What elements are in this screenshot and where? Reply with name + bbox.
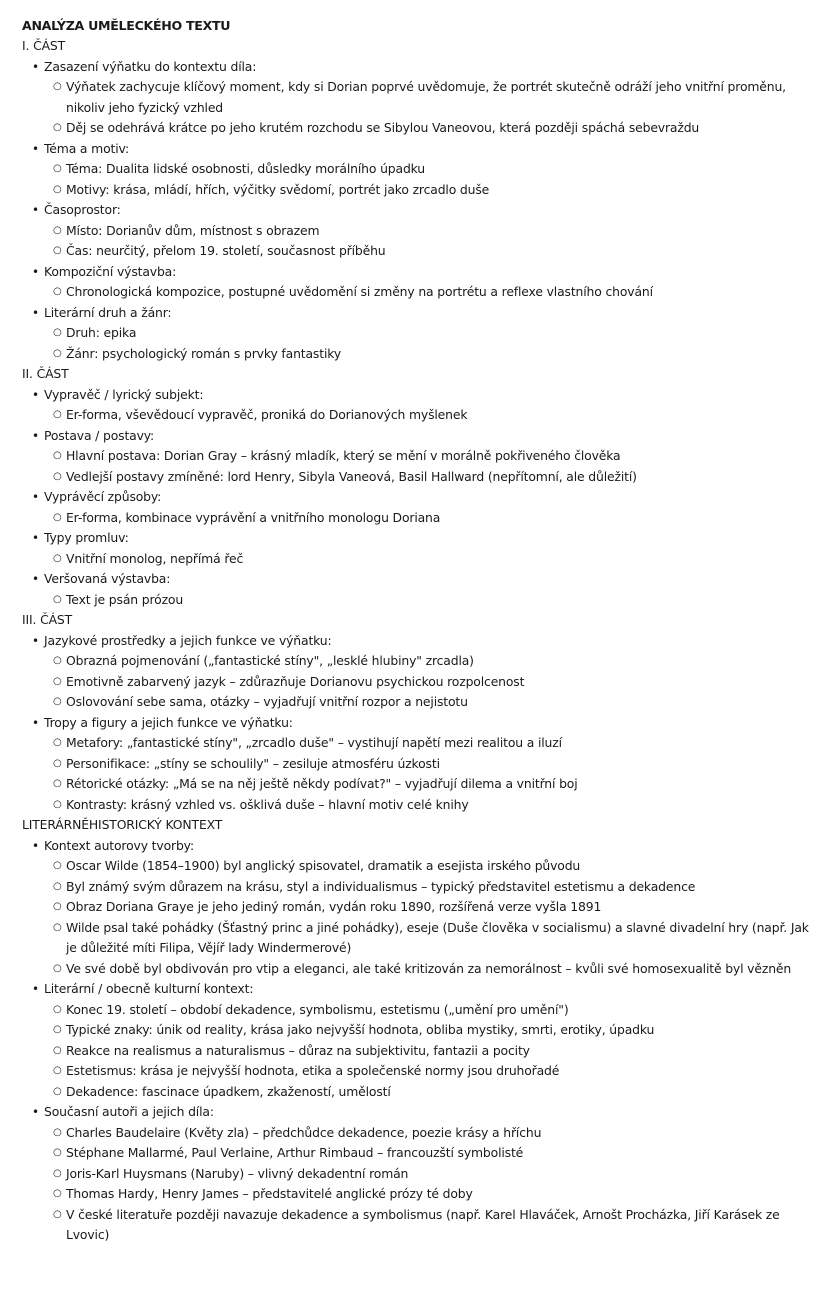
section bbox=[22, 815, 814, 1246]
sub-list bbox=[44, 1000, 814, 1103]
bullet-circle-icon: ○ bbox=[53, 901, 62, 912]
bullet-disc-icon: • bbox=[32, 428, 39, 443]
bullet-circle-icon: ○ bbox=[53, 593, 62, 605]
bullet-circle-icon: ○ bbox=[53, 655, 62, 666]
list-item-label: Literární / obecně kulturní kontext: bbox=[44, 981, 254, 996]
bullet-circle-icon: ○ bbox=[53, 778, 62, 789]
bullet-circle-icon: ○ bbox=[53, 1044, 62, 1056]
sub-list-item bbox=[53, 754, 814, 775]
bullet-circle-icon: ○ bbox=[53, 675, 62, 687]
sub-list-item bbox=[53, 672, 814, 693]
sub-list bbox=[44, 405, 814, 426]
sub-list-item-text: Konec 19. století – období dekadence, symbolismu, estetismu („umění pro umění") bbox=[66, 1001, 569, 1017]
bullet-disc-icon: • bbox=[32, 838, 39, 853]
bullet-circle-icon: ○ bbox=[53, 122, 62, 133]
document-title: ANALÝZA UMĚLECKÉHO TEXTU bbox=[22, 18, 231, 33]
bullet-circle-icon: ○ bbox=[53, 1024, 62, 1035]
bullet-circle-icon: ○ bbox=[53, 347, 62, 359]
sub-list-item-text: Er-forma, kombinace vyprávění a vnitřního monologu Doriana bbox=[66, 509, 441, 525]
bullet-circle-icon: ○ bbox=[53, 1167, 62, 1179]
list-item-label: Téma a motiv: bbox=[44, 140, 130, 156]
bullet-circle-icon: ○ bbox=[53, 798, 62, 810]
bullet-circle-icon: ○ bbox=[53, 286, 62, 297]
sub-list-item-text: Er-forma, vševědoucí vypravěč, proniká do Dorianových myšlenek bbox=[66, 407, 468, 422]
sub-list-item-text: Obrazná pojmenování („fantastické stíny", „lesklé hlubiny" zrcadla) bbox=[66, 653, 474, 668]
list-item bbox=[32, 631, 814, 713]
sub-list-item-text: V české literatuře později navazuje dekadence a symbolismus (např. Karel Hlaváček, Arnošt Procházka, Jiří Karásek ze Lvovic) bbox=[66, 1206, 780, 1242]
list-item bbox=[32, 262, 814, 303]
sub-list bbox=[44, 856, 814, 979]
bullet-circle-icon: ○ bbox=[53, 962, 62, 974]
section bbox=[22, 610, 814, 815]
bullet-circle-icon: ○ bbox=[53, 1208, 62, 1220]
sub-list bbox=[44, 733, 814, 815]
sub-list-item bbox=[53, 282, 814, 303]
bullet-circle-icon: ○ bbox=[53, 737, 62, 748]
bullet-circle-icon: ○ bbox=[53, 327, 62, 338]
sub-list-item bbox=[53, 1000, 814, 1021]
sub-list-item bbox=[53, 590, 814, 611]
sub-list-item bbox=[53, 221, 814, 242]
list-item bbox=[32, 569, 814, 610]
sections-container bbox=[22, 36, 814, 1246]
list-item-label: Zasazení výňatku do kontextu díla: bbox=[44, 58, 257, 74]
bullet-list bbox=[22, 57, 814, 365]
bullet-circle-icon: ○ bbox=[53, 1065, 62, 1076]
section-heading: II. ČÁST bbox=[22, 366, 69, 381]
sub-list-item-text: Emotivně zabarvený jazyk – zdůrazňuje Dorianovu psychickou rozpolcenost bbox=[66, 673, 525, 689]
bullet-circle-icon: ○ bbox=[53, 245, 62, 256]
sub-list-item-text: Dekadence: fascinace úpadkem, zkažeností, umělostí bbox=[66, 1083, 391, 1099]
bullet-circle-icon: ○ bbox=[53, 163, 62, 174]
sub-list-item bbox=[53, 774, 814, 795]
list-item-label: Postava / postavy: bbox=[44, 427, 155, 443]
bullet-disc-icon: • bbox=[32, 141, 39, 156]
sub-list-item-text: Rétorické otázky: „Má se na něj ještě někdy podívat?" – vyjadřují dilema a vnitřní boj bbox=[66, 776, 578, 791]
sub-list-item-text: Thomas Hardy, Henry James – představitelé anglické prózy té doby bbox=[66, 1186, 473, 1201]
list-item-label: Typy promluv: bbox=[44, 530, 129, 545]
sub-list-item-text: Text je psán prózou bbox=[66, 591, 184, 607]
sub-list-item bbox=[53, 897, 814, 918]
bullet-circle-icon: ○ bbox=[53, 757, 62, 769]
sub-list-item bbox=[53, 651, 814, 672]
sub-list-item-text: Joris-Karl Huysmans (Naruby) – vlivný dekadentní román bbox=[66, 1165, 409, 1181]
list-item bbox=[32, 713, 814, 816]
sub-list-item bbox=[53, 323, 814, 344]
sub-list-item-text: Personifikace: „stíny se schoulily" – zesiluje atmosféru úzkosti bbox=[66, 755, 440, 771]
list-item bbox=[32, 426, 814, 488]
bullet-circle-icon: ○ bbox=[53, 409, 62, 420]
sub-list-item bbox=[53, 1020, 814, 1041]
bullet-disc-icon: • bbox=[32, 531, 39, 545]
sub-list-item bbox=[53, 1082, 814, 1103]
sub-list bbox=[44, 282, 814, 303]
sub-list-item bbox=[53, 1143, 814, 1164]
sub-list-item-text: Wilde psal také pohádky (Šťastný princ a jiné pohádky), eseje (Duše člověka v socialismu) a slavné divadelní hry (např. Jak je důležité míti Filipa, Vějíř lady Windermerové) bbox=[66, 919, 809, 955]
list-item-label: Vypravěč / lyrický subjekt: bbox=[44, 386, 204, 402]
bullet-disc-icon: • bbox=[32, 59, 39, 74]
list-item-label: Vyprávěcí způsoby: bbox=[44, 489, 162, 504]
sub-list-item-text: Výňatek zachycuje klíčový moment, kdy si Dorian poprvé uvědomuje, že portrét skutečně odráží jeho vnitřní proměnu, nikoliv jeho fyzický vzhled bbox=[66, 79, 786, 115]
list-item-label: Jazykové prostředky a jejich funkce ve výňatku: bbox=[44, 632, 332, 648]
sub-list-item bbox=[53, 1061, 814, 1082]
sub-list-item bbox=[53, 77, 814, 118]
sub-list-item-text: Chronologická kompozice, postupné uvědomění si změny na portrétu a reflexe vlastního chování bbox=[66, 284, 653, 299]
bullet-circle-icon: ○ bbox=[53, 183, 62, 195]
sub-list-item-text: Žánr: psychologický román s prvky fantastiky bbox=[66, 345, 342, 361]
sub-list-item bbox=[53, 1123, 814, 1144]
sub-list-item-text: Děj se odehrává krátce po jeho krutém rozchodu se Sibylou Vaneovou, která později spáchá sebevraždu bbox=[66, 120, 700, 135]
sub-list-item-text: Metafory: „fantastické stíny", „zrcadlo duše" – vystihují napětí mezi realitou a iluzí bbox=[66, 735, 562, 750]
sub-list-item bbox=[53, 405, 814, 426]
sub-list bbox=[44, 221, 814, 262]
bullet-circle-icon: ○ bbox=[53, 511, 62, 523]
bullet-circle-icon: ○ bbox=[53, 224, 62, 236]
list-item bbox=[32, 528, 814, 569]
list-item-label: Tropy a figury a jejich funkce ve výňatku: bbox=[44, 714, 293, 730]
bullet-list bbox=[22, 631, 814, 816]
list-item-label: Kontext autorovy tvorby: bbox=[44, 837, 194, 853]
bullet-list bbox=[22, 385, 814, 611]
sub-list bbox=[44, 77, 814, 139]
sub-list-item-text: Oscar Wilde (1854–1900) byl anglický spisovatel, dramatik a esejista irského původu bbox=[66, 858, 581, 873]
sub-list-item bbox=[53, 344, 814, 365]
bullet-disc-icon: • bbox=[32, 633, 39, 648]
sub-list-item-text: Charles Baudelaire (Květy zla) – předchůdce dekadence, poezie krásy a hříchu bbox=[66, 1124, 542, 1140]
section bbox=[22, 364, 814, 610]
bullet-circle-icon: ○ bbox=[53, 1003, 62, 1015]
sub-list-item bbox=[53, 1205, 814, 1246]
section-heading: LITERÁRNĚHISTORICKÝ KONTEXT bbox=[22, 817, 223, 832]
section bbox=[22, 36, 814, 364]
sub-list-item bbox=[53, 877, 814, 898]
list-item bbox=[32, 385, 814, 426]
bullet-list bbox=[22, 836, 814, 1246]
sub-list bbox=[44, 651, 814, 713]
sub-list-item bbox=[53, 733, 814, 754]
sub-list-item bbox=[53, 856, 814, 877]
section-heading: III. ČÁST bbox=[22, 612, 73, 627]
bullet-disc-icon: • bbox=[32, 572, 39, 586]
sub-list-item-text: Obraz Doriana Graye je jeho jediný román, vydán roku 1890, rozšířená verze vyšla 1891 bbox=[66, 899, 602, 914]
list-item-label: Současní autoři a jejich díla: bbox=[44, 1104, 214, 1119]
sub-list bbox=[44, 1123, 814, 1246]
sub-list-item bbox=[53, 446, 814, 467]
sub-list-item bbox=[53, 180, 814, 201]
sub-list-item bbox=[53, 1041, 814, 1062]
bullet-disc-icon: • bbox=[32, 490, 39, 504]
bullet-circle-icon: ○ bbox=[53, 81, 62, 92]
sub-list-item-text: Reakce na realismus a naturalismus – důraz na subjektivitu, fantazii a pocity bbox=[66, 1042, 530, 1058]
list-item-label: Veršovaná výstavba: bbox=[44, 571, 171, 586]
sub-list-item-text: Vnitřní monolog, nepřímá řeč bbox=[66, 550, 244, 566]
sub-list-item-text: Čas: neurčitý, přelom 19. století, současnost příběhu bbox=[66, 243, 386, 258]
sub-list-item-text: Kontrasty: krásný vzhled vs. ošklivá duše – hlavní motiv celé knihy bbox=[66, 796, 469, 812]
sub-list-item bbox=[53, 549, 814, 570]
list-item bbox=[32, 1102, 814, 1246]
list-item bbox=[32, 487, 814, 528]
sub-list-item-text: Motivy: krása, mládí, hřích, výčitky svědomí, portrét jako zrcadlo duše bbox=[66, 181, 490, 197]
bullet-circle-icon: ○ bbox=[53, 552, 62, 564]
sub-list-item-text: Místo: Dorianův dům, místnost s obrazem bbox=[66, 222, 320, 238]
sub-list-item bbox=[53, 159, 814, 180]
bullet-circle-icon: ○ bbox=[53, 1126, 62, 1138]
bullet-disc-icon: • bbox=[32, 387, 39, 402]
sub-list-item-text: Vedlejší postavy zmíněné: lord Henry, Sibyla Vaneová, Basil Hallward (nepřítomní, ale důležití) bbox=[66, 468, 637, 484]
sub-list-item-text: Typické znaky: únik od reality, krása jako nejvyšší hodnota, obliba mystiky, smrti, erotiky, úpadku bbox=[66, 1022, 655, 1037]
list-item-label: Literární druh a žánr: bbox=[44, 304, 172, 320]
list-item bbox=[32, 57, 814, 139]
bullet-circle-icon: ○ bbox=[53, 696, 62, 707]
bullet-disc-icon: • bbox=[32, 1105, 39, 1119]
sub-list bbox=[44, 590, 814, 611]
sub-list-item-text: Ve své době byl obdivován pro vtip a eleganci, ale také kritizován za nemorálnost – kvůli své homosexualitě byl vězněn bbox=[66, 960, 792, 976]
bullet-circle-icon: ○ bbox=[53, 880, 62, 892]
bullet-disc-icon: • bbox=[32, 982, 39, 996]
sub-list bbox=[44, 549, 814, 570]
sub-list-item-text: Druh: epika bbox=[66, 325, 137, 340]
list-item-label: Kompoziční výstavba: bbox=[44, 263, 177, 279]
sub-list-item-text: Téma: Dualita lidské osobnosti, důsledky morálního úpadku bbox=[66, 161, 426, 176]
section-heading: I. ČÁST bbox=[22, 38, 66, 53]
bullet-disc-icon: • bbox=[32, 305, 39, 320]
sub-list-item bbox=[53, 508, 814, 529]
bullet-circle-icon: ○ bbox=[53, 921, 62, 933]
sub-list-item bbox=[53, 118, 814, 139]
sub-list-item bbox=[53, 692, 814, 713]
sub-list-item-text: Stéphane Mallarmé, Paul Verlaine, Arthur Rimbaud – francouzští symbolisté bbox=[66, 1145, 524, 1160]
bullet-circle-icon: ○ bbox=[53, 1188, 62, 1199]
bullet-disc-icon: • bbox=[32, 203, 39, 217]
sub-list-item-text: Byl známý svým důrazem na krásu, styl a individualismus – typický představitel estetismu a dekadence bbox=[66, 878, 696, 894]
bullet-disc-icon: • bbox=[32, 264, 39, 279]
sub-list bbox=[44, 159, 814, 200]
bullet-disc-icon: • bbox=[32, 715, 39, 730]
bullet-circle-icon: ○ bbox=[53, 860, 62, 871]
list-item-label: Časoprostor: bbox=[44, 202, 121, 217]
sub-list bbox=[44, 508, 814, 529]
sub-list-item-text: Oslovování sebe sama, otázky – vyjadřují vnitřní rozpor a nejistotu bbox=[66, 694, 468, 709]
list-item bbox=[32, 979, 814, 1102]
list-item bbox=[32, 139, 814, 201]
sub-list-item bbox=[53, 1184, 814, 1205]
sub-list-item bbox=[53, 918, 814, 959]
sub-list-item-text: Estetismus: krása je nejvyšší hodnota, etika a společenské normy jsou druhořadé bbox=[66, 1063, 560, 1078]
sub-list-item bbox=[53, 795, 814, 816]
sub-list-item bbox=[53, 241, 814, 262]
bullet-circle-icon: ○ bbox=[53, 470, 62, 482]
list-item bbox=[32, 303, 814, 365]
list-item bbox=[32, 836, 814, 980]
sub-list bbox=[44, 323, 814, 364]
sub-list-item bbox=[53, 959, 814, 980]
sub-list-item bbox=[53, 1164, 814, 1185]
sub-list-item bbox=[53, 467, 814, 488]
list-item bbox=[32, 200, 814, 262]
sub-list bbox=[44, 446, 814, 487]
bullet-circle-icon: ○ bbox=[53, 450, 62, 461]
bullet-circle-icon: ○ bbox=[53, 1147, 62, 1158]
bullet-circle-icon: ○ bbox=[53, 1085, 62, 1097]
sub-list-item-text: Hlavní postava: Dorian Gray – krásný mladík, který se mění v morálně pokřiveného člověka bbox=[66, 448, 621, 463]
